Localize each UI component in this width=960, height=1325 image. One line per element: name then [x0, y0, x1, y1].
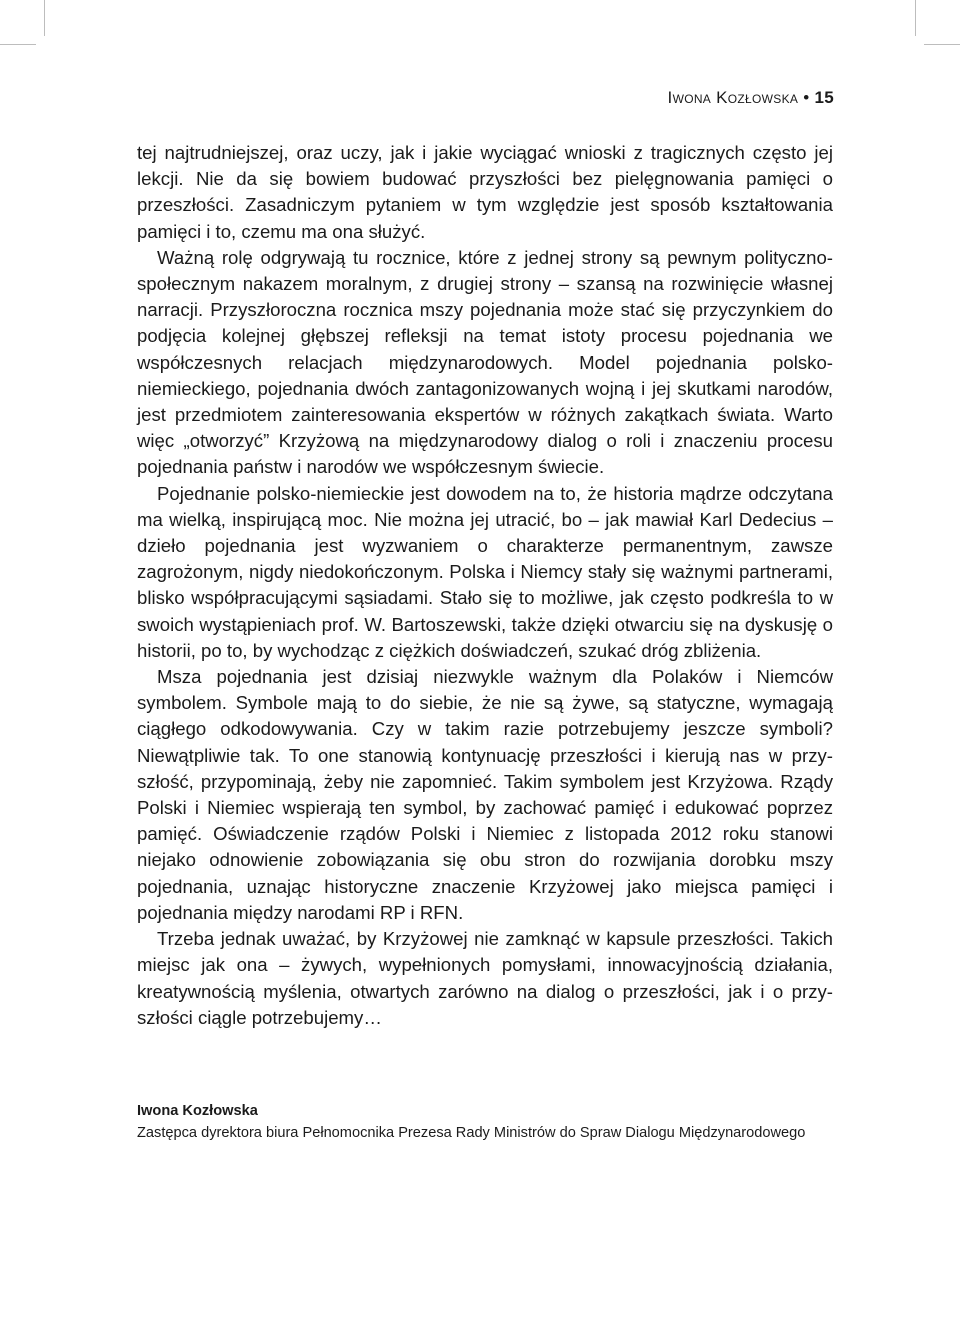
- paragraph-4: Msza pojednania jest dzisiaj niezwykle ważnym dla Polaków i Niemców symbolem. Symbole mają to do siebie, że nie są żywe, są statyczne, wymagają ciągłego odkodowywania. Czy w takim razie potrzebujemy jeszcze symboli? Niewątpliwie tak. To one stanowią kontynuację przeszłości i kierują nas w przyszłość, przypominają, żeby nie zapomnieć. Takim symbolem jest Krzyżowa. Rządy Polski i Niemiec wspierają ten symbol, by zachować pamięć i edukować poprzez pamięć. Oświadczenie rządów Polski i Niemiec z listopada 2012 roku stanowi niejako odnowienie zobowiązania się obu stron do rozwijania dorobku mszy pojednania, uznając historyczne znaczenie Krzyżowej jako miejsca pamięci i pojednania między narodami RP i RFN.: [137, 666, 833, 923]
- crop-mark-top-right-v: [915, 0, 916, 36]
- body-text: [137, 140, 833, 1031]
- crop-mark-top-right-h: [924, 44, 960, 45]
- paragraph-1: tej najtrudniejszej, oraz uczy, jak i jakie wyciągać wnioski z tragicznych często jej lekcji. Nie da się bowiem budować przyszłości bez pielęgnowania pamięci o przeszłości. Zasadniczym pytaniem w tym względzie jest sposób kształtowania pamięci i to, czemu ma ona służyć.: [137, 142, 833, 242]
- paragraph-2: Ważną rolę odgrywają tu rocznice, które z jednej strony są pewnym polityczno-społecznym nakazem moralnym, z drugiej strony – szansą na rozwinięcie własnej narracji. Przyszłoroczna rocznica mszy pojednania może stać się przyczynkiem do podjęcia kolejnej głębszej refleksji na temat istoty procesu pojednania we współczesnych relacjach międzynarodowych. Model pojednania polsko-niemieckiego, pojednania dwóch zantagonizowanych wojną i jej skutkami narodów, jest przedmiotem zainteresowania ekspertów w różnych zakątkach świata. Warto więc „otworzyć” Krzyżową na międzynarodowy dialog o roli i znaczeniu procesu pojednania państw i narodów we współczesnym świecie.: [137, 246, 833, 478]
- crop-mark-top-left-v: [44, 0, 45, 36]
- running-head-separator: •: [798, 88, 815, 107]
- signature-name: Iwona Kozłowska: [137, 1103, 258, 1119]
- signature-block: [137, 1100, 857, 1144]
- paragraph-5: Trzeba jednak uważać, by Krzyżowej nie zamknąć w kapsule przeszłości. Takich miejsc jak ona – żywych, wypełnionych pomysłami, innowacyjnością działania, kreatywnością myślenia, otwartych zarówno na dialog o przeszłości, jak i o przyszłości ciągle potrzebujemy…: [137, 928, 833, 1028]
- page-number: 15: [814, 88, 834, 107]
- running-head: [668, 88, 834, 108]
- running-head-author: Iwona Kozłowska: [667, 88, 799, 107]
- crop-mark-top-left-h: [0, 44, 36, 45]
- paragraph-3: Pojednanie polsko-niemieckie jest dowodem na to, że historia mądrze odczytana ma wielką, inspirującą moc. Nie można jej utracić, bo – jak mawiał Karl Dedecius – dzieło pojednania jest wyzwaniem o charakterze permanentnym, zawsze zagrożonym, nigdy niedokończonym. Polska i Niemcy stały się ważnymi partnerami, blisko współpracującymi sąsiadami. Stało się to możliwe, jak często podkreśla to w swoich wystąpieniach prof. W. Bartoszewski, także dzięki otwarciu się na dyskusję o historii, po to, by wychodząc z ciężkich doświadczeń, szukać dróg zbliżenia.: [137, 482, 833, 661]
- signature-role: Zastępca dyrektora biura Pełnomocnika Prezesa Rady Ministrów do Spraw Dialogu Międzynarodowego: [137, 1125, 806, 1141]
